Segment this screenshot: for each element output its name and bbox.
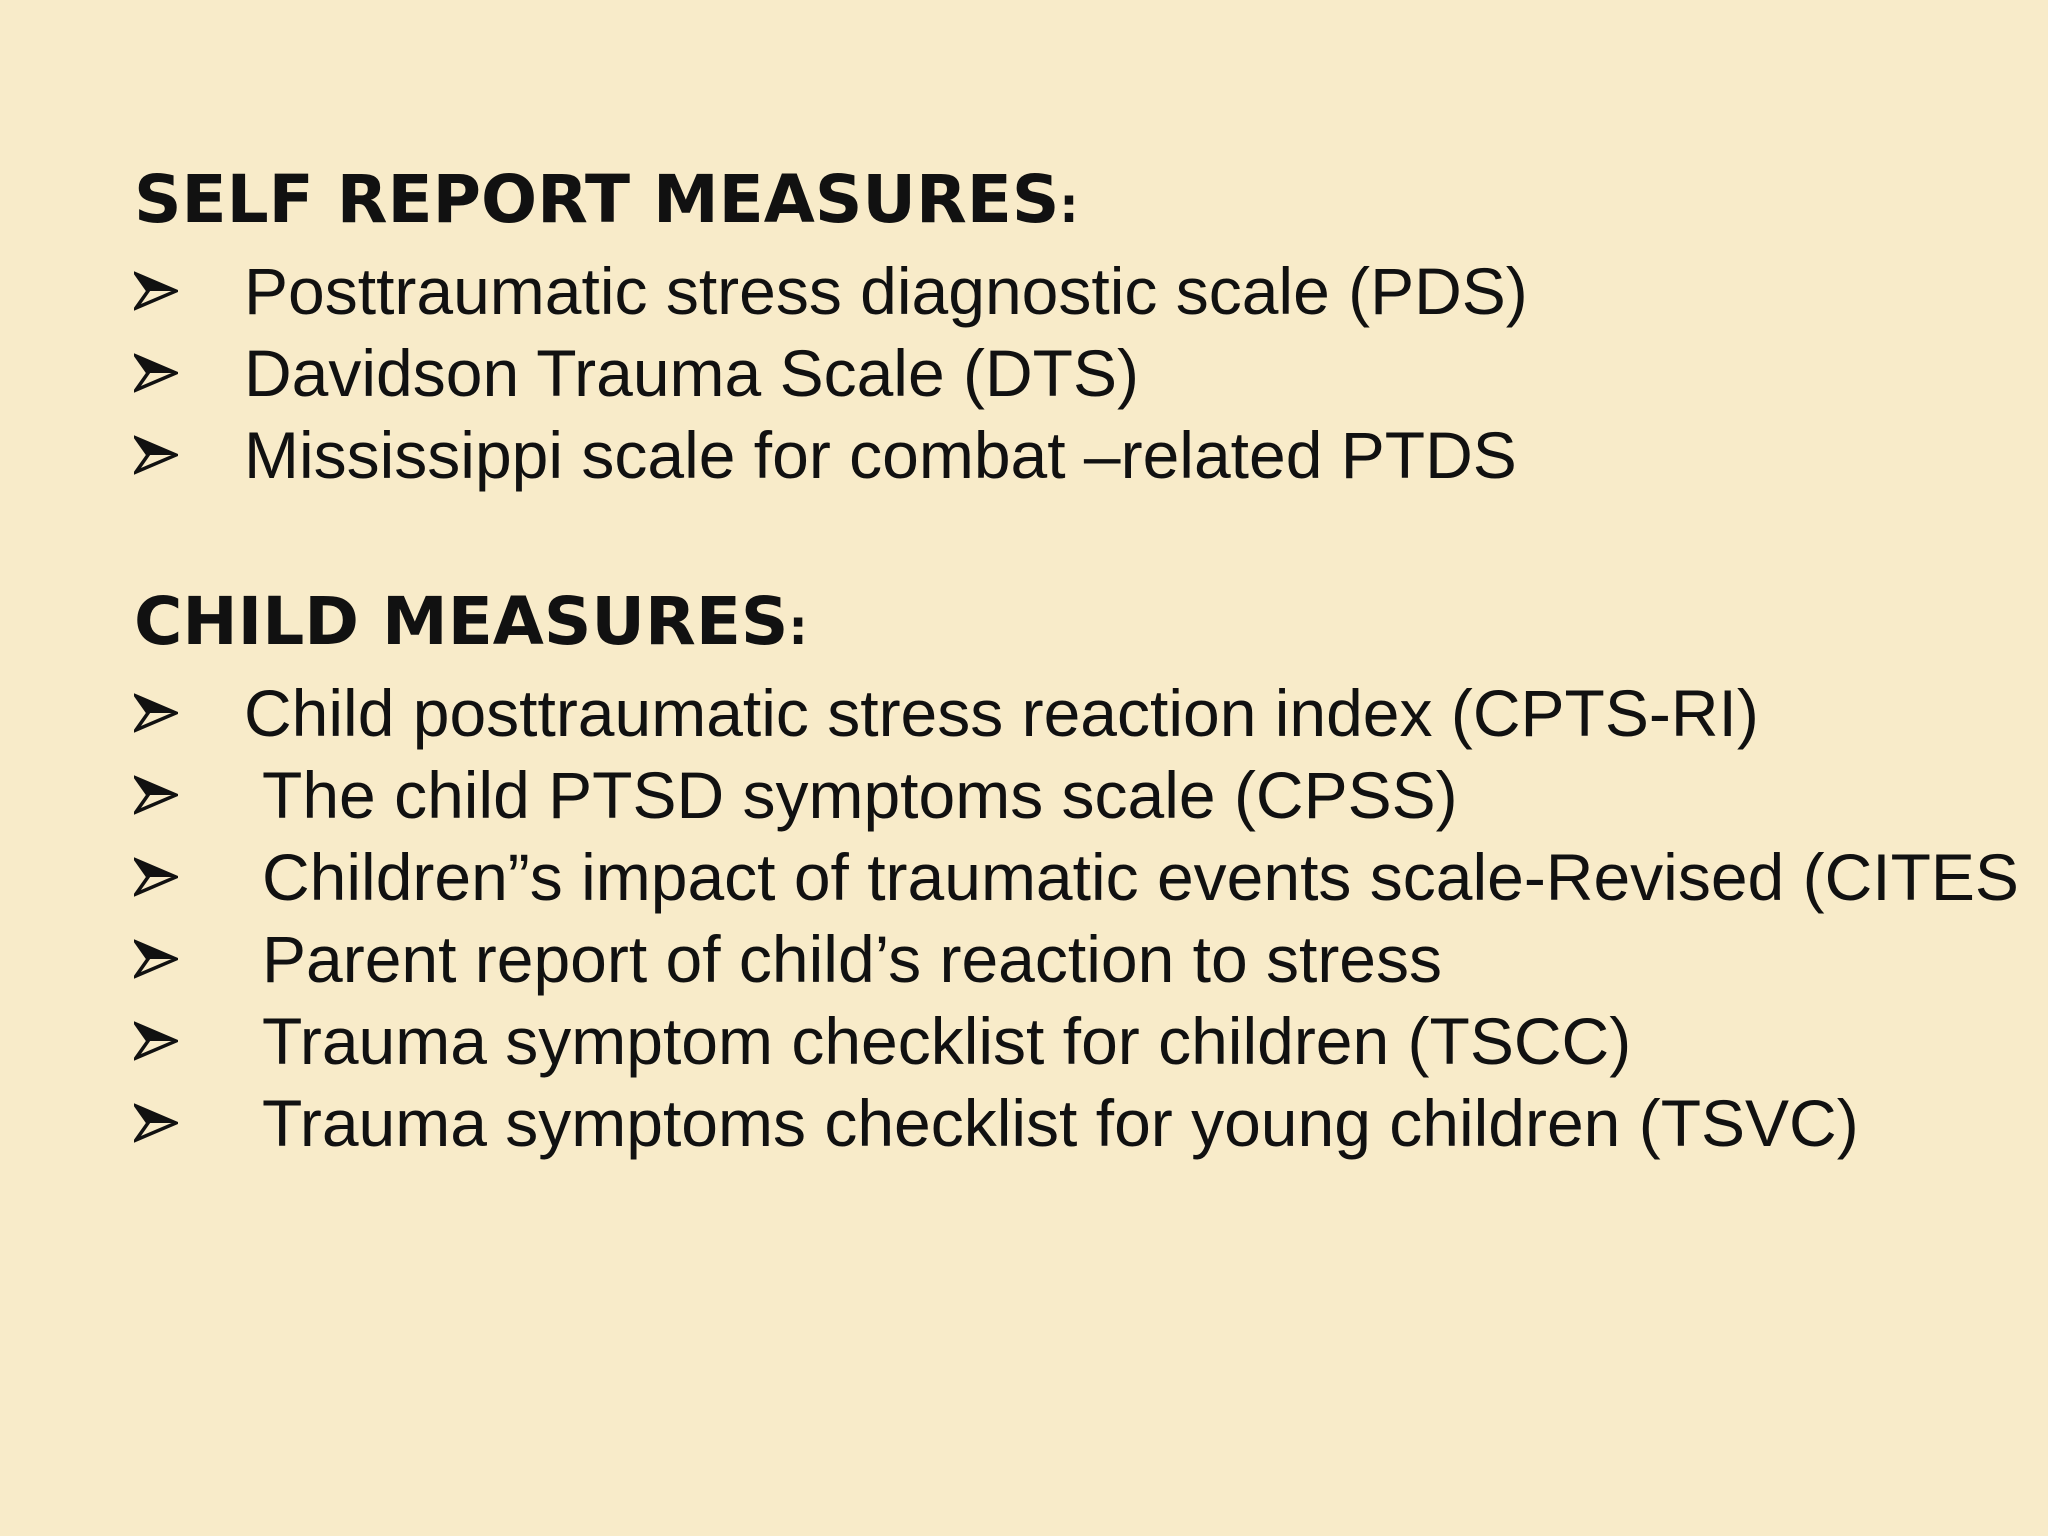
list-item-text: Trauma symptom checklist for children (TSCC) xyxy=(262,1004,1632,1078)
arrowhead-bullet-icon xyxy=(134,250,182,332)
arrowhead-bullet-icon xyxy=(134,414,182,496)
arrowhead-bullet-icon xyxy=(134,1082,182,1164)
list-item-text: Parent report of child’s reaction to stress xyxy=(262,922,1443,996)
arrowhead-bullet-icon xyxy=(134,836,182,918)
self-report-section xyxy=(134,160,2048,496)
list-item-text: The child PTSD symptoms scale (CPSS) xyxy=(262,758,1458,832)
list-item xyxy=(134,332,2048,414)
self-report-heading xyxy=(134,160,2048,240)
list-item-text: Davidson Trauma Scale (DTS) xyxy=(244,336,1139,410)
list-item xyxy=(134,250,2048,332)
list-item-text: Mississippi scale for combat –related PTDS xyxy=(244,418,1517,492)
list-item xyxy=(134,1082,2048,1164)
child-measures-heading xyxy=(134,582,2048,662)
list-item xyxy=(134,1000,2048,1082)
list-item-text: Trauma symptoms checklist for young children (TSVC) xyxy=(262,1086,1859,1160)
list-item xyxy=(134,754,2048,836)
arrowhead-bullet-icon xyxy=(134,672,182,754)
list-item xyxy=(134,414,2048,496)
self-report-list xyxy=(134,250,2048,496)
list-item-text: Child posttraumatic stress reaction index (CPTS-RI) xyxy=(244,676,1759,750)
list-item xyxy=(134,918,2048,1000)
child-measures-heading-text: CHILD MEASURES xyxy=(134,583,789,660)
list-item-text: Children”s impact of traumatic events scale-Revised (CITES xyxy=(262,840,2019,914)
arrowhead-bullet-icon xyxy=(134,1000,182,1082)
self-report-heading-colon: : xyxy=(1059,178,1079,234)
arrowhead-bullet-icon xyxy=(134,332,182,414)
list-item-text: Posttraumatic stress diagnostic scale (PDS) xyxy=(244,254,1528,328)
child-measures-heading-colon: : xyxy=(788,600,808,656)
arrowhead-bullet-icon xyxy=(134,918,182,1000)
list-item xyxy=(134,836,2048,918)
self-report-heading-text: SELF REPORT MEASURES xyxy=(134,161,1060,238)
child-measures-section xyxy=(134,582,2048,1164)
child-measures-list xyxy=(134,672,2048,1164)
arrowhead-bullet-icon xyxy=(134,754,182,836)
list-item xyxy=(134,672,2048,754)
